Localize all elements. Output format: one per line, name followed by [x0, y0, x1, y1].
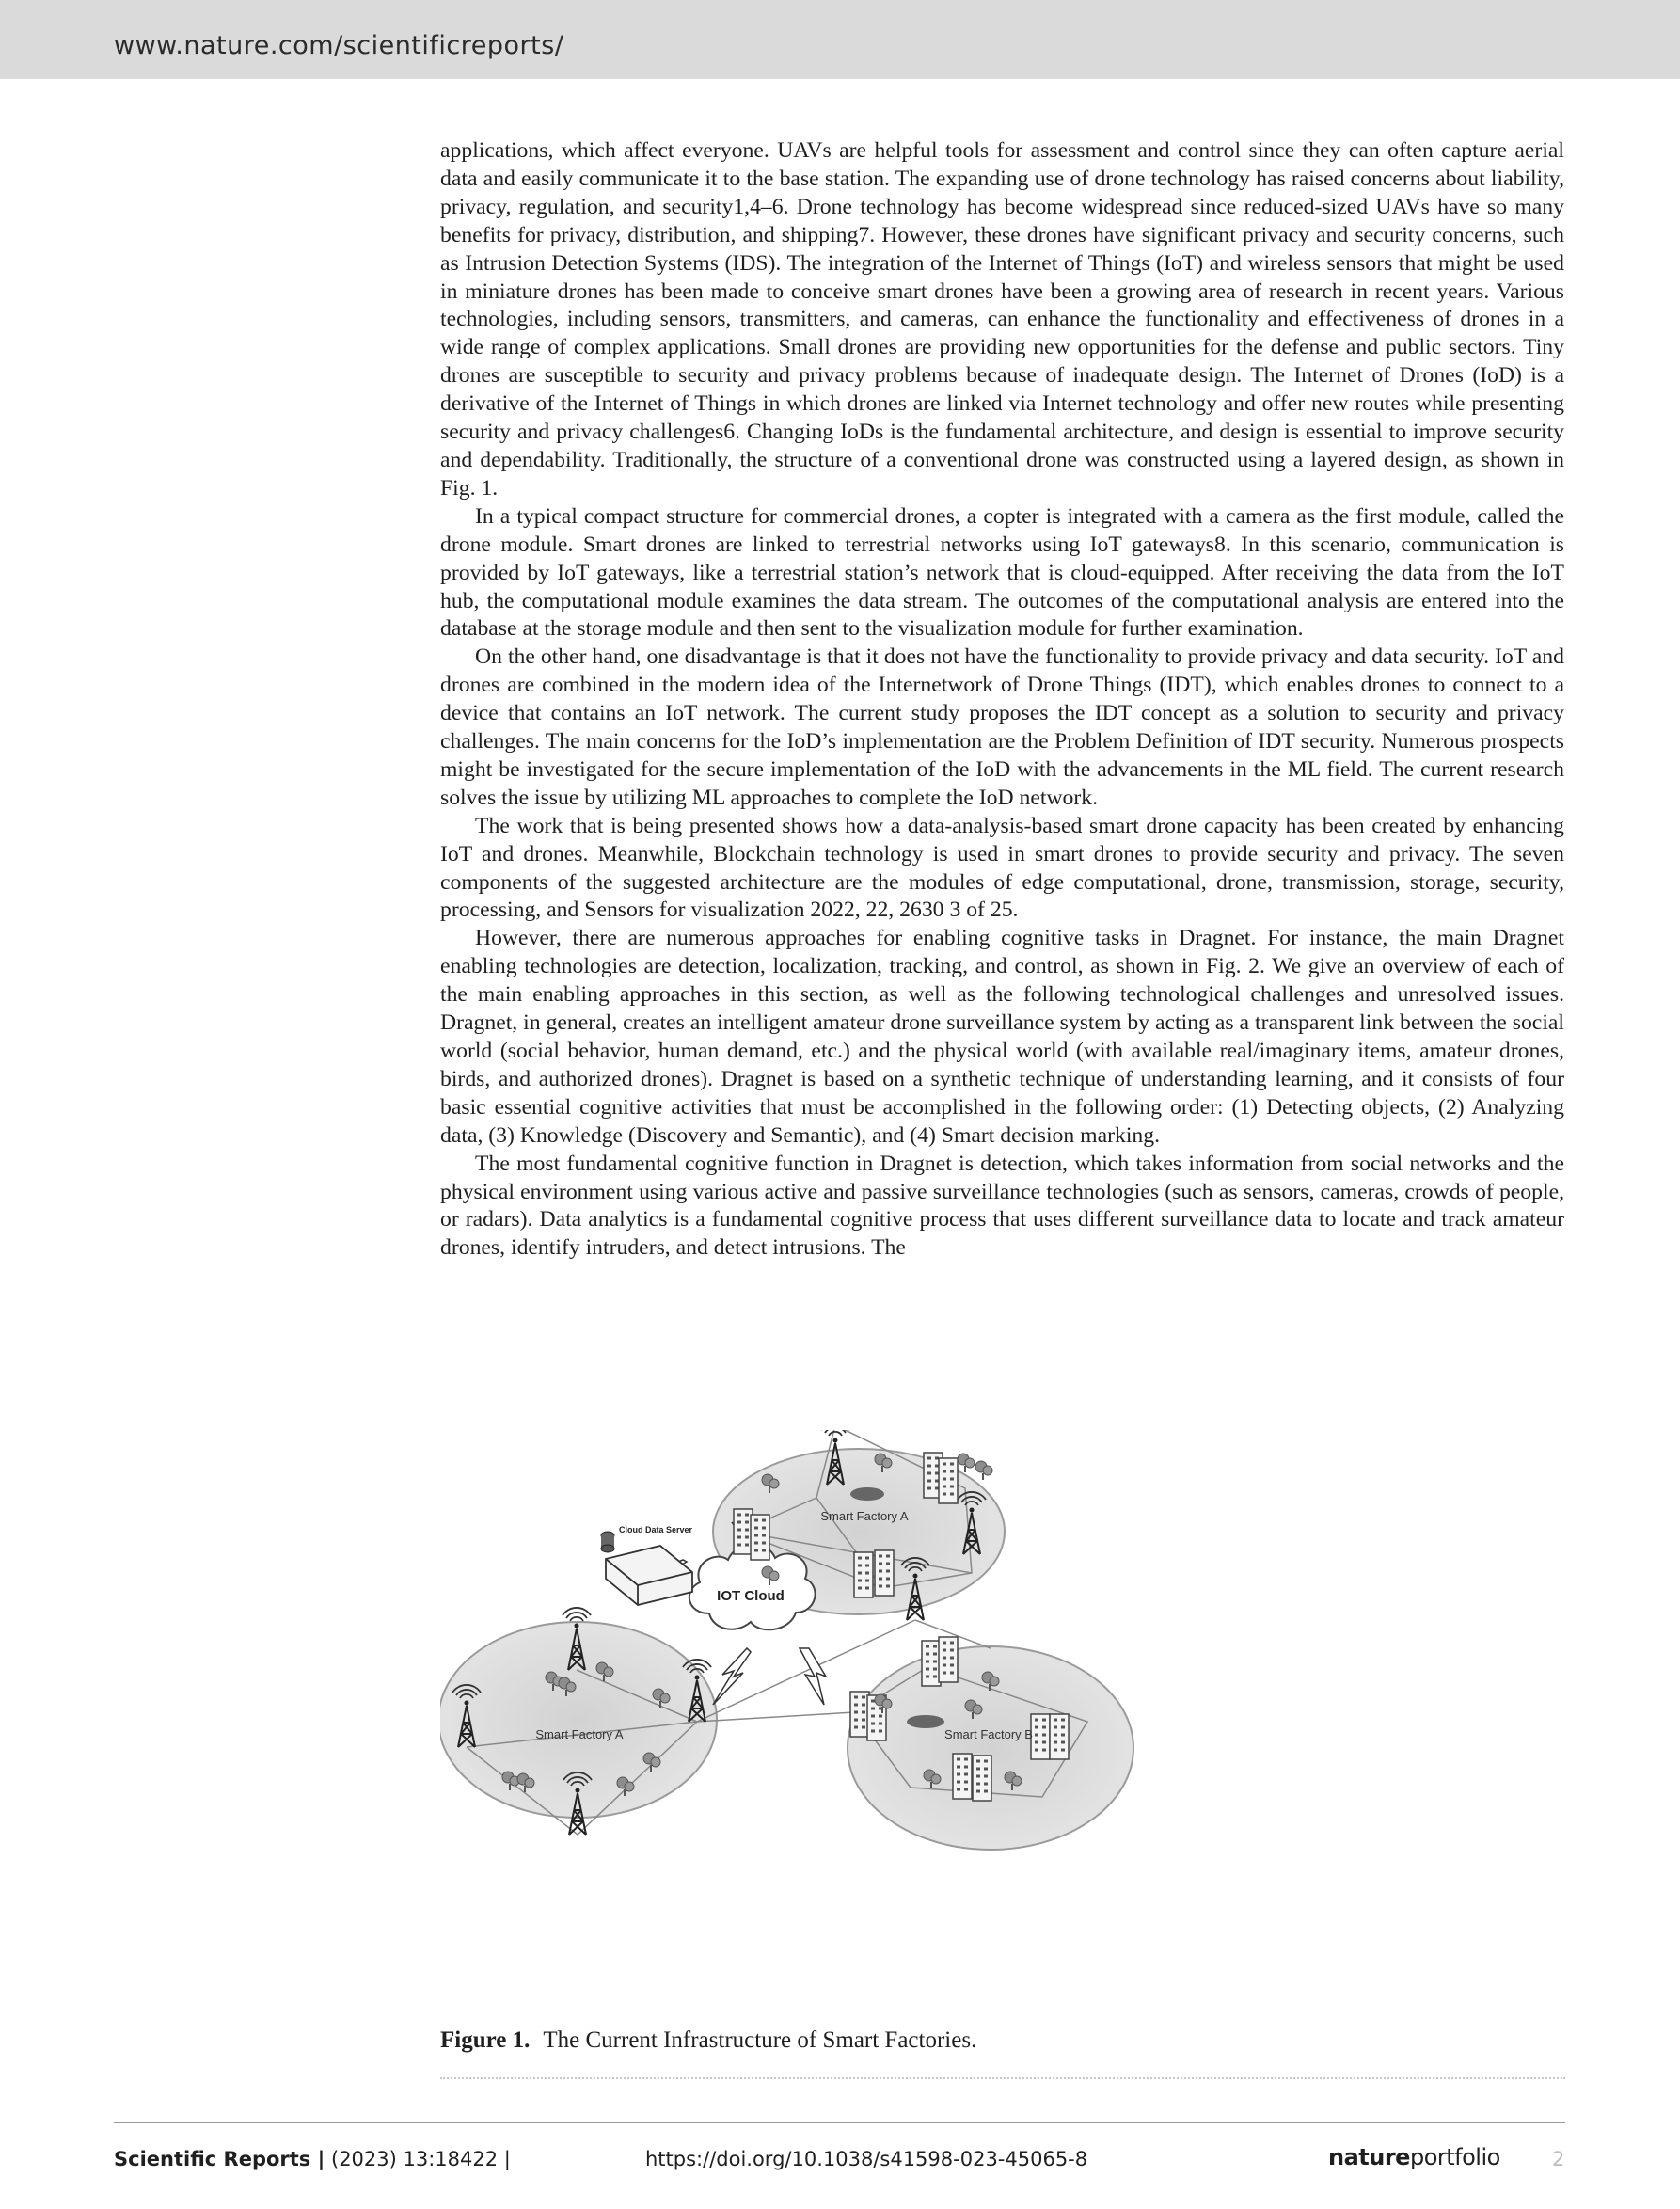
building-icon	[953, 1754, 972, 1799]
cloud-server-icon	[601, 1532, 692, 1605]
paragraph: applications, which affect everyone. UAVs are helpful tools for assessment and control since they can often capture aerial data and easily communicate it to the base station. The expanding use of drone technology has raised concerns about liability, privacy, regulation, and security1,4–6. Drone technology has become widespread since reduced-sized UAVs have so many benefits for privacy, distribution, and shipping7. However, these drones have significant privacy and security concerns, such as Intrusion Detection Systems (IDS). The integration of the Internet of Things (IoT) and wireless sensors that might be used in miniature drones has been made to conceive smart drones have been a growing area of research in recent years. Various technologies, including sensors, transmitters, and cameras, can enhance the functionality and effectiveness of drones in a wide range of complex applications. Small drones are providing new opportunities for the defense and public sectors. Tiny drones are susceptible to security and privacy problems because of inadequate design. The Internet of Drones (IoD) is a derivative of the Internet of Things in which drones are linked via Internet technology and offer new routes while presenting security and privacy challenges6. Changing IoDs is the fundamental architecture, and design is essential to improve security and dependability. Traditionally, the structure of a conventional drone was constructed using a layered design, as shown in Fig. 1.	[440, 138, 1564, 501]
tree-icon	[975, 1461, 992, 1480]
tree-icon	[958, 1454, 975, 1472]
factory-right-label: Smart Factory B	[944, 1727, 1033, 1741]
article-body	[440, 137, 1564, 1263]
factory-left-label: Smart Factory A	[535, 1727, 624, 1741]
caption-label: Figure 1.	[440, 2027, 531, 2053]
building-icon	[1050, 1714, 1069, 1759]
figure-1-diagram	[440, 1430, 1565, 2006]
building-icon	[922, 1641, 941, 1686]
factory-top-label: Smart Factory A	[820, 1509, 909, 1523]
footer-journal: Scientific Reports |	[114, 2148, 325, 2170]
building-icon	[850, 1692, 869, 1737]
page-number: 2	[1552, 2148, 1565, 2170]
site-url[interactable]: www.nature.com/scientificreports/	[114, 31, 564, 60]
cloud-label: IOT Cloud	[717, 1588, 785, 1604]
building-icon	[854, 1552, 873, 1597]
paragraph: The most fundamental cognitive function in Dragnet is detection, which takes information from social networks and the physical environment using various active and passive surveillance technologies (such as sensors, cameras, crowds of people, or radars). Data analytics is a fundamental cognitive process that uses different surveillance data to locate and track amateur drones, identify intruders, and detect intrusions. The	[440, 1151, 1564, 1261]
building-icon	[1031, 1714, 1050, 1759]
paragraph: The work that is being presented shows how a data-analysis-based smart drone capacity has been created by enhancing IoT and drones. Meanwhile, Blockchain technology is used in smart drones to provide security and privacy. The seven components of the suggested architecture are the modules of edge computational, drone, transmission, storage, security, processing, and Sensors for visualization 2022, 22, 2630 3 of 25.	[440, 813, 1564, 923]
figure-caption	[440, 2027, 976, 2054]
caption-text: The Current Infrastructure of Smart Factories.	[543, 2027, 977, 2053]
building-icon	[973, 1756, 991, 1801]
paragraph: On the other hand, one disadvantage is that it does not have the functionality to provide privacy and data security. IoT and drones are combined in the modern idea of the Internetwork of Drone Things (IDT), which enables drones to connect to a device that contains an IoT network. The current study proposes the IDT concept as a solution to security and privacy challenges. The main concerns for the IoD’s implementation are the Problem Definition of IDT security. Numerous prospects might be investigated for the secure implementation of the IoD with the advancements in the ML field. The current research solves the issue by utilizing ML approaches to complete the IoD network.	[440, 644, 1564, 810]
nature-portfolio-logo: natureportfolio	[1328, 2144, 1500, 2170]
paragraph: In a typical compact structure for commercial drones, a copter is integrated with a camera as the first module, called the drone module. Smart drones are linked to terrestrial networks using IoT gateways8. In this scenario, communication is provided by IoT gateways, like a terrestrial station’s network that is cloud-equipped. After receiving the data from the IoT hub, the computational module examines the data stream. The outcomes of the computational analysis are entered into the database at the storage module and then sent to the visualization module for further examination.	[440, 503, 1564, 642]
building-icon	[734, 1509, 753, 1554]
building-icon	[939, 1637, 958, 1682]
building-icon	[751, 1515, 769, 1560]
paragraph: However, there are numerous approaches for enabling cognitive tasks in Dragnet. For instance, the main Dragnet enabling technologies are detection, localization, tracking, and control, as shown in Fig. 2. We give an overview of each of the main enabling approaches in this section, as well as the following technological challenges and unresolved issues. Dragnet, in general, creates an intelligent amateur drone surveillance system by acting as a transparent link between the social world (social behavior, human demand, etc.) and the physical world (with available real/imaginary items, amateur drones, birds, and authorized drones). Dragnet is based on a synthetic technique of understanding learning, and it consists of four basic essential cognitive activities that must be accomplished in the following order: (1) Detecting objects, (2) Analyzing data, (3) Knowledge (Discovery and Semantic), and (4) Smart decision marking.	[440, 926, 1564, 1148]
footer-issue: (2023) 13:18422 |	[331, 2148, 511, 2170]
footer-rule	[114, 2122, 1565, 2123]
caption-divider	[440, 2077, 1565, 2079]
server-label: Cloud Data Server	[619, 1525, 693, 1534]
building-icon	[939, 1458, 958, 1503]
top-bar	[0, 0, 1680, 79]
footer-doi-link[interactable]: https://doi.org/10.1038/s41598-023-45065-8	[645, 2148, 1088, 2170]
building-icon	[875, 1550, 894, 1596]
